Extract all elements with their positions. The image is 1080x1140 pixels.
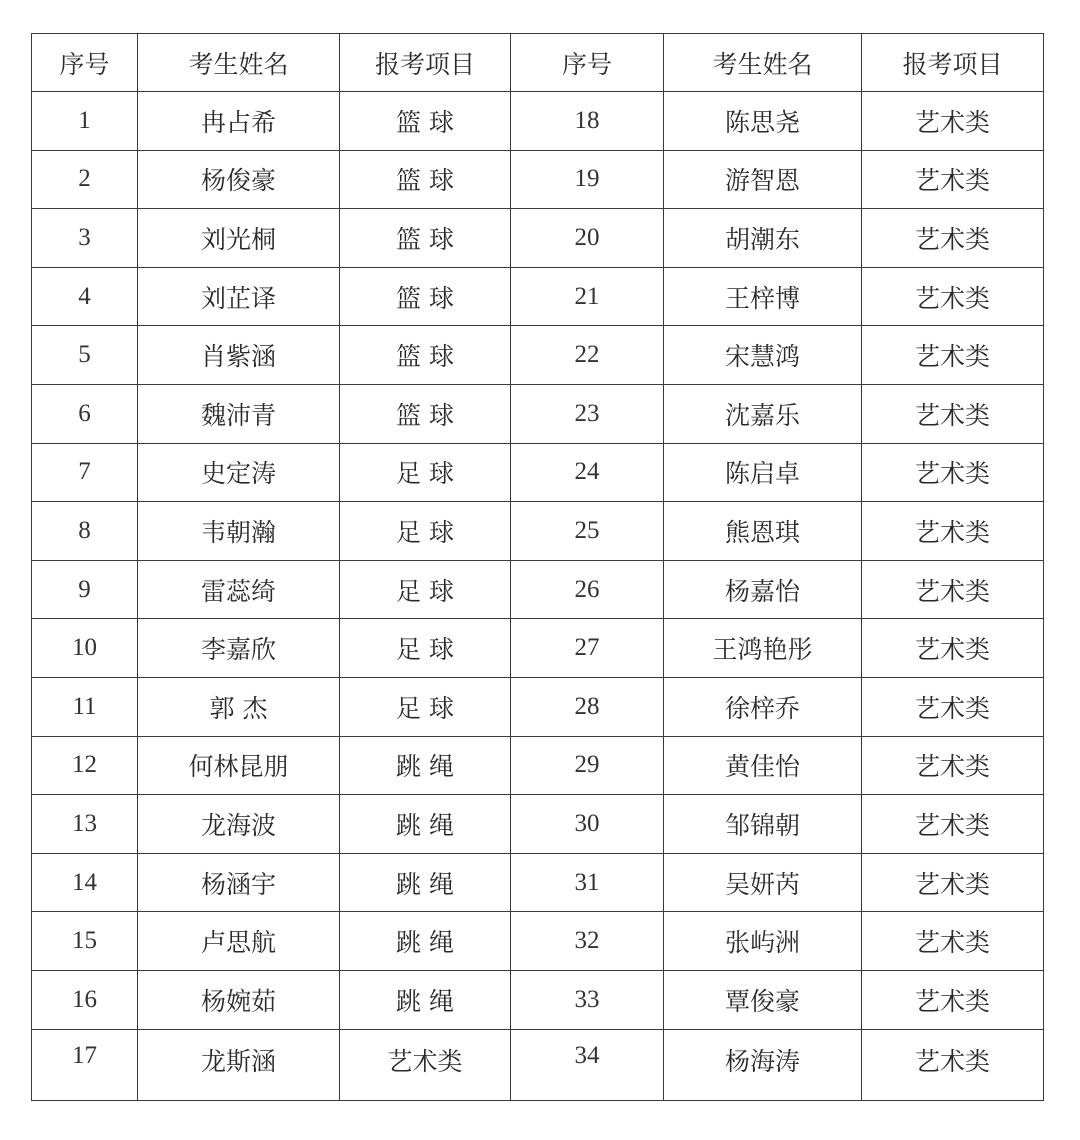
name-cell: 吴妍芮 (664, 853, 862, 912)
seq-cell: 31 (511, 853, 664, 912)
project-cell: 艺术类 (340, 1029, 511, 1100)
table-row (32, 560, 1044, 619)
project-cell: 跳 绳 (340, 795, 511, 854)
name-cell: 何林昆朋 (138, 736, 340, 795)
seq-cell: 16 (32, 970, 138, 1029)
name-cell: 郭 杰 (138, 677, 340, 736)
name-cell: 覃俊豪 (664, 970, 862, 1029)
name-cell: 杨嘉怡 (664, 560, 862, 619)
project-cell: 跳 绳 (340, 853, 511, 912)
name-cell: 雷蕊绮 (138, 560, 340, 619)
seq-cell: 13 (32, 795, 138, 854)
name-cell: 杨海涛 (664, 1029, 862, 1100)
project-cell: 艺术类 (862, 92, 1044, 151)
header-project-right: 报考项目 (862, 34, 1044, 92)
name-cell: 王鸿艳彤 (664, 619, 862, 678)
project-cell: 艺术类 (862, 736, 1044, 795)
name-cell: 王梓博 (664, 267, 862, 326)
project-cell: 艺术类 (862, 912, 1044, 971)
table-row (32, 677, 1044, 736)
seq-cell: 4 (32, 267, 138, 326)
table-row (32, 736, 1044, 795)
name-cell: 张屿洲 (664, 912, 862, 971)
project-cell: 艺术类 (862, 502, 1044, 561)
table-row (32, 1029, 1044, 1100)
seq-cell: 10 (32, 619, 138, 678)
header-project-left: 报考项目 (340, 34, 511, 92)
name-cell: 刘芷译 (138, 267, 340, 326)
name-cell: 李嘉欣 (138, 619, 340, 678)
name-cell: 冉占希 (138, 92, 340, 151)
name-cell: 陈思尧 (664, 92, 862, 151)
name-cell: 黄佳怡 (664, 736, 862, 795)
seq-cell: 26 (511, 560, 664, 619)
name-cell: 史定涛 (138, 443, 340, 502)
project-cell: 艺术类 (862, 326, 1044, 385)
seq-cell: 1 (32, 92, 138, 151)
table-row (32, 502, 1044, 561)
name-cell: 杨涵宇 (138, 853, 340, 912)
table-row (32, 326, 1044, 385)
table-row (32, 970, 1044, 1029)
project-cell: 篮 球 (340, 150, 511, 209)
project-cell: 艺术类 (862, 209, 1044, 268)
project-cell: 跳 绳 (340, 912, 511, 971)
table-row (32, 912, 1044, 971)
name-cell: 杨婉茹 (138, 970, 340, 1029)
seq-cell: 3 (32, 209, 138, 268)
seq-cell: 25 (511, 502, 664, 561)
header-row (32, 34, 1044, 92)
project-cell: 足 球 (340, 502, 511, 561)
project-cell: 足 球 (340, 677, 511, 736)
name-cell: 韦朝瀚 (138, 502, 340, 561)
seq-cell: 22 (511, 326, 664, 385)
project-cell: 艺术类 (862, 853, 1044, 912)
project-cell: 篮 球 (340, 326, 511, 385)
seq-cell: 6 (32, 384, 138, 443)
name-cell: 卢思航 (138, 912, 340, 971)
project-cell: 篮 球 (340, 209, 511, 268)
seq-cell: 34 (511, 1029, 664, 1100)
project-cell: 篮 球 (340, 267, 511, 326)
seq-cell: 7 (32, 443, 138, 502)
project-cell: 艺术类 (862, 795, 1044, 854)
seq-cell: 29 (511, 736, 664, 795)
project-cell: 艺术类 (862, 384, 1044, 443)
table-row (32, 150, 1044, 209)
project-cell: 足 球 (340, 619, 511, 678)
roster-body (32, 92, 1044, 1101)
project-cell: 篮 球 (340, 384, 511, 443)
name-cell: 龙海波 (138, 795, 340, 854)
seq-cell: 20 (511, 209, 664, 268)
header-seq-left: 序号 (32, 34, 138, 92)
seq-cell: 18 (511, 92, 664, 151)
header-name-left: 考生姓名 (138, 34, 340, 92)
table-row (32, 443, 1044, 502)
table-row (32, 619, 1044, 678)
table-row (32, 92, 1044, 151)
name-cell: 刘光桐 (138, 209, 340, 268)
seq-cell: 2 (32, 150, 138, 209)
project-cell: 足 球 (340, 443, 511, 502)
project-cell: 篮 球 (340, 92, 511, 151)
roster-sheet (31, 33, 1043, 1101)
seq-cell: 28 (511, 677, 664, 736)
seq-cell: 15 (32, 912, 138, 971)
project-cell: 艺术类 (862, 150, 1044, 209)
table-row (32, 267, 1044, 326)
name-cell: 肖紫涵 (138, 326, 340, 385)
name-cell: 沈嘉乐 (664, 384, 862, 443)
project-cell: 艺术类 (862, 677, 1044, 736)
project-cell: 艺术类 (862, 560, 1044, 619)
table-row (32, 209, 1044, 268)
seq-cell: 24 (511, 443, 664, 502)
student-roster-table (31, 33, 1044, 1101)
name-cell: 魏沛青 (138, 384, 340, 443)
name-cell: 徐梓乔 (664, 677, 862, 736)
seq-cell: 17 (32, 1029, 138, 1100)
header-seq-right: 序号 (511, 34, 664, 92)
name-cell: 胡潮东 (664, 209, 862, 268)
name-cell: 邹锦朝 (664, 795, 862, 854)
project-cell: 跳 绳 (340, 970, 511, 1029)
project-cell: 艺术类 (862, 267, 1044, 326)
seq-cell: 32 (511, 912, 664, 971)
seq-cell: 14 (32, 853, 138, 912)
project-cell: 艺术类 (862, 619, 1044, 678)
name-cell: 游智恩 (664, 150, 862, 209)
seq-cell: 12 (32, 736, 138, 795)
seq-cell: 5 (32, 326, 138, 385)
seq-cell: 19 (511, 150, 664, 209)
seq-cell: 8 (32, 502, 138, 561)
name-cell: 宋慧鸿 (664, 326, 862, 385)
project-cell: 艺术类 (862, 1029, 1044, 1100)
table-row (32, 853, 1044, 912)
seq-cell: 30 (511, 795, 664, 854)
name-cell: 杨俊豪 (138, 150, 340, 209)
project-cell: 艺术类 (862, 443, 1044, 502)
seq-cell: 9 (32, 560, 138, 619)
seq-cell: 23 (511, 384, 664, 443)
name-cell: 熊恩琪 (664, 502, 862, 561)
seq-cell: 21 (511, 267, 664, 326)
table-row (32, 384, 1044, 443)
seq-cell: 27 (511, 619, 664, 678)
name-cell: 陈启卓 (664, 443, 862, 502)
project-cell: 艺术类 (862, 970, 1044, 1029)
name-cell: 龙斯涵 (138, 1029, 340, 1100)
seq-cell: 33 (511, 970, 664, 1029)
table-row (32, 795, 1044, 854)
seq-cell: 11 (32, 677, 138, 736)
project-cell: 跳 绳 (340, 736, 511, 795)
project-cell: 足 球 (340, 560, 511, 619)
header-name-right: 考生姓名 (664, 34, 862, 92)
